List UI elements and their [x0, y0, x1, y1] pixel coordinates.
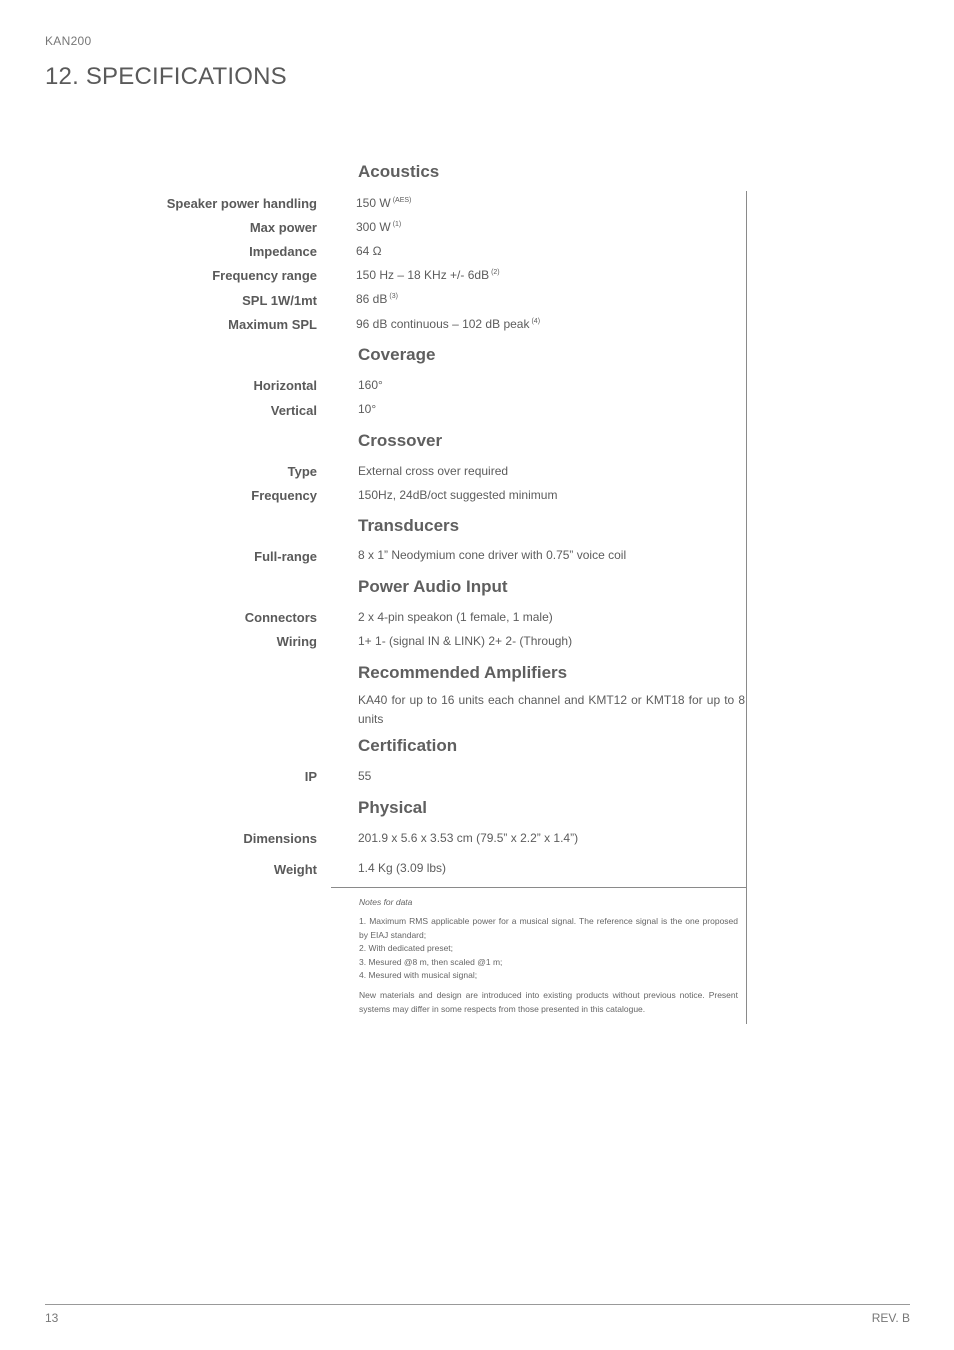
page-number: 13: [45, 1311, 59, 1325]
spec-value-vertical: 10°: [358, 402, 377, 416]
notes-disclaimer: New materials and design are introduced into existing products without previous notice. Present systems may differ in some respects from those presented in this catalogue.: [359, 990, 738, 1014]
spec-value-spl-1w: 86 dB $^{(3)}$: [356, 292, 398, 306]
section-title-certification: Certification: [358, 736, 458, 755]
section-title-power-audio-input: Power Audio Input: [358, 577, 508, 596]
notes-list: [359, 915, 738, 983]
note-item: 1. Maximum RMS applicable power for a musical signal. The reference signal is the one proposed by EIAJ standard;: [359, 916, 738, 940]
revision-label: REV. B: [871, 1311, 910, 1325]
footer-divider: [45, 1304, 910, 1305]
spec-value-weight: 1.4 Kg (3.09 lbs): [358, 861, 447, 875]
spec-footnote-marker: (4): [531, 318, 541, 325]
spec-footnote-marker: (3): [389, 293, 398, 300]
table-bottom-divider: [331, 887, 747, 888]
page-title: 12. SPECIFICATIONS: [45, 63, 287, 90]
section-title-acoustics: Acoustics: [358, 162, 440, 181]
spec-label-horizontal: Horizontal: [253, 378, 317, 393]
spec-value-horizontal: 160°: [358, 378, 383, 392]
note-item: 4. Mesured with musical signal;: [359, 970, 478, 980]
spec-value-dimensions: 201.9 x 5.6 x 3.53 cm (79.5” x 2.2” x 1.4”): [358, 831, 579, 845]
recommended-amplifiers-text: KA40 for up to 16 units each channel and KMT12 or KMT18 for up to 8 units: [358, 693, 745, 726]
note-item: 3. Mesured @8 m, then scaled @1 m;: [359, 956, 503, 967]
spec-label-frequency: Frequency: [251, 488, 317, 503]
spec-value-type: External cross over required: [358, 464, 509, 478]
spec-label-frequency-range: Frequency range: [212, 268, 317, 283]
spec-label-weight: Weight: [273, 862, 317, 877]
spec-label-impedance: Impedance: [249, 244, 317, 259]
spec-value-max-power: 300 W $^{(1)}$: [356, 220, 402, 234]
table-vertical-divider: [746, 191, 747, 1024]
spec-label-maximum-spl: Maximum SPL: [228, 317, 317, 332]
section-title-transducers: Transducers: [358, 516, 460, 535]
spec-label-speaker-power-handling: Speaker power handling: [166, 196, 317, 211]
document-id: KAN200: [45, 34, 92, 48]
spec-value-full-range: 8 x 1” Neodymium cone driver with 0.75” voice coil: [358, 548, 627, 562]
section-title-physical: Physical: [358, 798, 427, 817]
spec-label-wiring: Wiring: [276, 634, 317, 649]
spec-label-max-power: Max power: [249, 220, 317, 235]
spec-label-full-range: Full-range: [254, 549, 317, 564]
spec-label-type: Type: [287, 464, 317, 479]
spec-label-spl-1w: SPL 1W/1mt: [242, 293, 317, 308]
spec-label-ip: IP: [304, 769, 317, 784]
spec-label-vertical: Vertical: [270, 403, 317, 418]
spec-value-maximum-spl: 96 dB continuous – 102 dB peak $^{(4)}$: [356, 317, 541, 331]
spec-value-frequency-range: 150 Hz – 18 KHz +/- 6dB $^{(2)}$: [356, 268, 500, 282]
spec-value-frequency: 150Hz, 24dB/oct suggested minimum: [358, 488, 558, 502]
spec-value-ip: 55: [358, 769, 372, 783]
spec-value-wiring: 1+ 1- (signal IN & LINK) 2+ 2- (Through): [358, 634, 573, 648]
spec-value-connectors: 2 x 4-pin speakon (1 female, 1 male): [358, 610, 553, 624]
spec-value-speaker-power-handling: 150 W $^{(AES)}$: [356, 196, 412, 210]
spec-footnote-marker: (AES): [392, 197, 412, 204]
section-title-coverage: Coverage: [358, 345, 436, 364]
spec-label-connectors: Connectors: [244, 610, 317, 625]
spec-label-dimensions: Dimensions: [243, 831, 317, 846]
notes-title: Notes for data: [359, 897, 413, 907]
section-title-crossover: Crossover: [358, 431, 443, 450]
section-title-recommended-amplifiers: Recommended Amplifiers: [358, 663, 568, 682]
spec-footnote-marker: (1): [392, 221, 402, 228]
spec-footnote-marker: (2): [491, 269, 500, 276]
note-item: 2. With dedicated preset;: [359, 943, 454, 953]
spec-value-impedance: 64 Ω: [356, 244, 382, 258]
